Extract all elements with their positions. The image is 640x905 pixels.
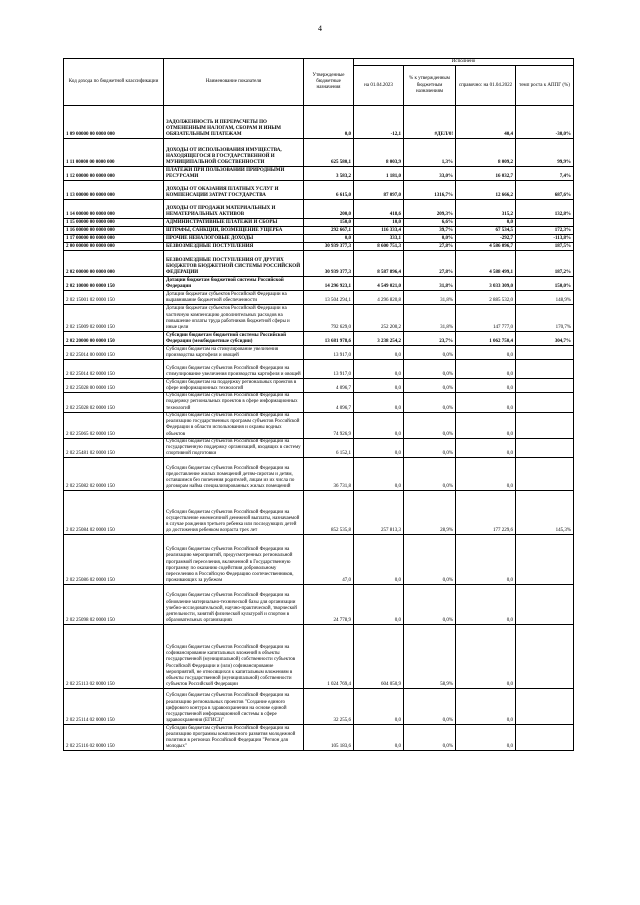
cell-executed: -12,1 xyxy=(354,106,404,139)
cell-executed: 8 600 751,3 xyxy=(354,243,404,251)
cell-name: Субсидии бюджетам субъектов Российской Федерации на реализацию программы комплексного развития молодежной политики в регионах Российской Федерации "Регион для молодых" xyxy=(164,725,304,751)
cell-pct: 1,3% xyxy=(404,139,456,167)
cell-code: 2 02 15009 02 0000 150 xyxy=(64,305,164,332)
table-row xyxy=(64,243,574,251)
cell-code: 2 02 25028 00 0000 150 xyxy=(64,379,164,393)
cell-code: 2 02 20000 00 0000 150 xyxy=(64,332,164,346)
cell-reference: 8 009,2 xyxy=(456,139,516,167)
cell-approved: 6 615,0 xyxy=(304,181,354,200)
cell-name: Субсидии бюджетам субъектов Российской Федерации на государственную поддержку организаций, входящих в систему спортивной подготовки xyxy=(164,438,304,458)
cell-code: 1 12 00000 00 0000 000 xyxy=(64,167,164,181)
cell-executed: 418,6 xyxy=(354,200,404,219)
cell-executed: 1 181,0 xyxy=(354,167,404,181)
cell-executed: 252 200,2 xyxy=(354,305,404,332)
cell-approved: 0,0 xyxy=(304,106,354,139)
cell-reference: 0,0 xyxy=(456,393,516,413)
cell-growth xyxy=(516,360,574,379)
cell-name: Субсидии бюджетам на поддержку региональных проектов в сфере информационных технологий xyxy=(164,379,304,393)
cell-executed: 8 587 896,4 xyxy=(354,251,404,277)
table-row xyxy=(64,235,574,243)
cell-reference: 0,0 xyxy=(456,379,516,393)
cell-name: Субсидии бюджетам субъектов Российской Федерации на реализацию региональных проектов "Создание единого цифрового контура в здравоохранении на основе единой государственной информационной системы в сфере здравоохранения (ЕГИСЗ)" xyxy=(164,689,304,725)
cell-approved: 3 583,2 xyxy=(304,167,354,181)
cell-pct: 58,9% xyxy=(404,625,456,689)
table-row xyxy=(64,360,574,379)
cell-pct: 31,8% xyxy=(404,305,456,332)
cell-growth: 99,9% xyxy=(516,139,574,167)
cell-approved: 74 926,9 xyxy=(304,412,354,438)
cell-growth: 7,4% xyxy=(516,167,574,181)
cell-name: Субсидии бюджетам бюджетной системы Российской Федерации (межбюджетные субсидии) xyxy=(164,332,304,346)
cell-growth: 187,5% xyxy=(516,243,574,251)
header-growth: темп роста к АППГ (%) xyxy=(516,66,574,106)
cell-reference: 67 534,5 xyxy=(456,227,516,235)
cell-code: 2 02 10000 00 0000 150 xyxy=(64,277,164,291)
cell-approved: 105 183,6 xyxy=(304,725,354,751)
cell-name: Субсидии бюджетам на стимулирование увеличения производства картофеля и овощей xyxy=(164,346,304,360)
cell-approved: 150,0 xyxy=(304,219,354,227)
table-row xyxy=(64,393,574,413)
cell-executed: 4 296 820,8 xyxy=(354,291,404,305)
cell-executed: 0,0 xyxy=(354,360,404,379)
cell-name: Субсидии бюджетам субъектов Российской Федерации на предоставление жилых помещений детям-сиротам и детям, оставшимся без попечения родителей, лицам из их числа по договорам найма специализированных жилых помещений xyxy=(164,458,304,491)
cell-name: Субсидии бюджетам субъектов Российской Федерации на осуществление ежемесячной денежной выплаты, назначаемой в случае рождения третьего ребенка или последующих детей до достижения ребенком возраста трех лет xyxy=(164,491,304,535)
cell-name: ДОХОДЫ ОТ ОКАЗАНИЯ ПЛАТНЫХ УСЛУГ И КОМПЕНСАЦИИ ЗАТРАТ ГОСУДАРСТВА xyxy=(164,181,304,200)
cell-approved: 6 152,1 xyxy=(304,438,354,458)
cell-growth xyxy=(516,412,574,438)
cell-name: Дотации бюджетам субъектов Российской Федерации на выравнивание бюджетной обеспеченности xyxy=(164,291,304,305)
cell-name: Субсидии бюджетам субъектов Российской Федерации на обновление материально-технической базы для организации учебно-исследовательской, научно-практической, творческой деятельности, занятий физической культурой и спортом в образовательных организациях xyxy=(164,585,304,625)
cell-executed: 4 549 021,0 xyxy=(354,277,404,291)
cell-growth: 170,7% xyxy=(516,305,574,332)
cell-name: Дотации бюджетам субъектов Российской Федерации на частичную компенсацию дополнительных расходов на повышение оплаты труда работников бюджетной сферы и иные цели xyxy=(164,305,304,332)
cell-executed: 0,0 xyxy=(354,535,404,585)
cell-pct: 0,0% xyxy=(404,535,456,585)
cell-name: ШТРАФЫ, САНКЦИИ, ВОЗМЕЩЕНИЕ УЩЕРБА xyxy=(164,227,304,235)
cell-approved: 292 667,1 xyxy=(304,227,354,235)
table-row xyxy=(64,139,574,167)
cell-approved: 0,0 xyxy=(304,235,354,243)
cell-approved: 13 917,0 xyxy=(304,346,354,360)
cell-code: 2 02 25086 02 0000 150 xyxy=(64,535,164,585)
cell-code: 1 14 00000 00 0000 000 xyxy=(64,200,164,219)
cell-reference: 4 586 096,7 xyxy=(456,243,516,251)
cell-reference: 0,0 xyxy=(456,689,516,725)
cell-executed: 87 097,0 xyxy=(354,181,404,200)
header-executed: Исполнено xyxy=(354,59,574,66)
cell-name: Субсидии бюджетам субъектов Российской Федерации на стимулирование увеличения производства картофеля и овощей xyxy=(164,360,304,379)
cell-approved: 1 024 769,4 xyxy=(304,625,354,689)
cell-pct: 0,0% xyxy=(404,360,456,379)
cell-executed: 0,0 xyxy=(354,438,404,458)
table-body xyxy=(64,106,574,751)
cell-name: Субсидии бюджетам субъектов Российской Федерации на реализацию государственных программ субъектов Российской Федерации в области использования и охраны водных объектов xyxy=(164,412,304,438)
header-pct: % к утвержденным бюджетным назначениям xyxy=(404,66,456,106)
table-row xyxy=(64,305,574,332)
cell-growth xyxy=(516,689,574,725)
cell-reference: 177 229,6 xyxy=(456,491,516,535)
cell-name: Субсидии бюджетам субъектов Российской Федерации на софинансирование капитальных вложений в объекты государственной (муниципальной) собственности субъектов Российской Федерации и (или) софинансирование мероприятий, не относящихся к капитальным вложениям в объекты государственной (муниципальной) собственности субъектов Российской Федерации xyxy=(164,625,304,689)
cell-name: ПРОЧИЕ НЕНАЛОГОВЫЕ ДОХОДЫ xyxy=(164,235,304,243)
cell-approved: 13 504 294,1 xyxy=(304,291,354,305)
cell-code: 2 02 25014 02 0000 150 xyxy=(64,360,164,379)
cell-growth: 148,9% xyxy=(516,291,574,305)
cell-reference: 0,0 xyxy=(456,585,516,625)
page-number: 4 xyxy=(318,24,322,33)
table-row xyxy=(64,219,574,227)
table-row xyxy=(64,277,574,291)
table-row xyxy=(64,227,574,235)
cell-growth xyxy=(516,625,574,689)
cell-reference: 0,0 xyxy=(456,535,516,585)
cell-growth: 150,0% xyxy=(516,277,574,291)
cell-growth xyxy=(516,379,574,393)
cell-code: 1 17 00000 00 0000 000 xyxy=(64,235,164,243)
cell-approved: 200,0 xyxy=(304,200,354,219)
cell-approved: 30 939 377,3 xyxy=(304,251,354,277)
cell-growth: 145,3% xyxy=(516,491,574,535)
cell-growth: 172,3% xyxy=(516,227,574,235)
cell-pct: 0,0% xyxy=(404,346,456,360)
table-row xyxy=(64,412,574,438)
cell-approved: 625 580,1 xyxy=(304,139,354,167)
cell-growth xyxy=(516,535,574,585)
cell-reference: 3 033 309,0 xyxy=(456,277,516,291)
cell-approved: 36 731,8 xyxy=(304,458,354,491)
cell-executed: 0,0 xyxy=(354,379,404,393)
header-code: Код дохода по бюджетной классификации xyxy=(64,59,164,106)
cell-executed: 8 003,9 xyxy=(354,139,404,167)
cell-code: 1 16 00000 00 0000 000 xyxy=(64,227,164,235)
cell-pct: 39,7% xyxy=(404,227,456,235)
header-approved: Утвержденные бюджетные назначения xyxy=(304,59,354,106)
cell-code: 1 15 00000 00 0000 000 xyxy=(64,219,164,227)
cell-executed: 3 238 254,2 xyxy=(354,332,404,346)
cell-growth: 304,7% xyxy=(516,332,574,346)
cell-pct: 33,0% xyxy=(404,167,456,181)
cell-growth xyxy=(516,725,574,751)
cell-approved: 14 296 923,1 xyxy=(304,277,354,291)
cell-reference: 0,0 xyxy=(456,625,516,689)
cell-reference: 0,0 xyxy=(456,412,516,438)
cell-growth: 187,2% xyxy=(516,251,574,277)
table-row xyxy=(64,625,574,689)
cell-name: ЗАДОЛЖЕННОСТЬ И ПЕРЕРАСЧЕТЫ ПО ОТМЕНЕННЫМ НАЛОГАМ, СБОРАМ И ИНЫМ ОБЯЗАТЕЛЬНЫМ ПЛАТЕЖАМ xyxy=(164,106,304,139)
cell-pct: 0,0% xyxy=(404,458,456,491)
cell-reference: 0,0 xyxy=(456,438,516,458)
table-row xyxy=(64,725,574,751)
cell-pct: 31,8% xyxy=(404,291,456,305)
cell-approved: 4 096,7 xyxy=(304,379,354,393)
cell-pct: 0,0% xyxy=(404,689,456,725)
table-row xyxy=(64,535,574,585)
table-row xyxy=(64,200,574,219)
header-on-date: на 01.04.2023 xyxy=(354,66,404,106)
cell-code: 2 02 25082 02 0000 150 xyxy=(64,458,164,491)
cell-code: 2 02 25098 02 0000 150 xyxy=(64,585,164,625)
cell-pct: 1316,7% xyxy=(404,181,456,200)
cell-executed: 0,0 xyxy=(354,585,404,625)
table-row xyxy=(64,181,574,200)
cell-reference: 315,2 xyxy=(456,200,516,219)
table-row xyxy=(64,585,574,625)
table-row xyxy=(64,291,574,305)
cell-reference: 12 666,2 xyxy=(456,181,516,200)
cell-pct: 27,8% xyxy=(404,243,456,251)
cell-reference: 1 062 750,4 xyxy=(456,332,516,346)
cell-executed: 0,0 xyxy=(354,346,404,360)
cell-executed: 257 813,3 xyxy=(354,491,404,535)
cell-reference: 0,0 xyxy=(456,219,516,227)
cell-name: БЕЗВОЗМЕЗДНЫЕ ПОСТУПЛЕНИЯ ОТ ДРУГИХ БЮДЖЕТОВ БЮДЖЕТНОЙ СИСТЕМЫ РОССИЙСКОЙ ФЕДЕРАЦИИ xyxy=(164,251,304,277)
cell-reference: 4 588 499,1 xyxy=(456,251,516,277)
cell-growth xyxy=(516,346,574,360)
cell-approved: 792 629,0 xyxy=(304,305,354,332)
cell-code: 2 02 25084 02 0000 150 xyxy=(64,491,164,535)
cell-name: БЕЗВОЗМЕЗДНЫЕ ПОСТУПЛЕНИЯ xyxy=(164,243,304,251)
cell-code: 2 02 15001 02 0000 150 xyxy=(64,291,164,305)
cell-pct: 0,0% xyxy=(404,725,456,751)
cell-name: ДОХОДЫ ОТ ИСПОЛЬЗОВАНИЯ ИМУЩЕСТВА, НАХОДЯЩЕГОСЯ В ГОСУДАРСТВЕННОЙ И МУНИЦИПАЛЬНОЙ СОБСТВЕННОСТИ xyxy=(164,139,304,167)
cell-approved: 13 681 978,6 xyxy=(304,332,354,346)
cell-pct: 23,7% xyxy=(404,332,456,346)
cell-executed: 0,0 xyxy=(354,412,404,438)
cell-executed: 10,0 xyxy=(354,219,404,227)
cell-growth xyxy=(516,438,574,458)
cell-growth xyxy=(516,458,574,491)
cell-approved: 30 939 377,3 xyxy=(304,243,354,251)
cell-code: 2 02 25481 02 0000 150 xyxy=(64,438,164,458)
table-row xyxy=(64,167,574,181)
table-row xyxy=(64,106,574,139)
cell-approved: 13 917,0 xyxy=(304,360,354,379)
cell-pct: 6,6% xyxy=(404,219,456,227)
cell-code: 1 09 00000 00 0000 000 xyxy=(64,106,164,139)
cell-pct: 28,9% xyxy=(404,491,456,535)
cell-approved: 852 535,8 xyxy=(304,491,354,535)
cell-pct: 0,0% xyxy=(404,393,456,413)
cell-reference: 0,0 xyxy=(456,346,516,360)
cell-code: 2 02 25065 02 0000 150 xyxy=(64,412,164,438)
cell-growth: 687,6% xyxy=(516,181,574,200)
cell-reference: 147 777,0 xyxy=(456,305,516,332)
cell-reference: 0,0 xyxy=(456,360,516,379)
cell-pct: 27,8% xyxy=(404,251,456,277)
cell-name: ДОХОДЫ ОТ ПРОДАЖИ МАТЕРИАЛЬНЫХ И НЕМАТЕРИАЛЬНЫХ АКТИВОВ xyxy=(164,200,304,219)
table-row xyxy=(64,379,574,393)
cell-name: Субсидии бюджетам субъектов Российской Федерации на реализацию мероприятий, предусмотренных региональной программой переселения, включенной в Государственную программу по оказанию содействия добровольному переселению в Российскую Федерацию соотечественников, проживающих за рубежом xyxy=(164,535,304,585)
cell-pct: 31,8% xyxy=(404,277,456,291)
cell-growth: -30,0% xyxy=(516,106,574,139)
cell-name: АДМИНИСТРАТИВНЫЕ ПЛАТЕЖИ И СБОРЫ xyxy=(164,219,304,227)
cell-code: 2 02 00000 00 0000 000 xyxy=(64,251,164,277)
table-row xyxy=(64,251,574,277)
cell-growth: -113,8% xyxy=(516,235,574,243)
cell-growth: 132,8% xyxy=(516,200,574,219)
cell-name: Дотации бюджетам бюджетной системы Российской Федерации xyxy=(164,277,304,291)
cell-pct: #ДЕЛ/0! xyxy=(404,106,456,139)
cell-pct: 0,0% xyxy=(404,585,456,625)
table-row xyxy=(64,346,574,360)
cell-code: 2 02 25028 02 0000 150 xyxy=(64,393,164,413)
cell-growth xyxy=(516,393,574,413)
cell-approved: 32 255,6 xyxy=(304,689,354,725)
header-name: Наименование показателя xyxy=(164,59,304,106)
cell-reference: 16 032,7 xyxy=(456,167,516,181)
cell-pct: 0,0% xyxy=(404,235,456,243)
cell-code: 2 02 25014 00 0000 150 xyxy=(64,346,164,360)
cell-executed: 604 050,9 xyxy=(354,625,404,689)
cell-code: 2 02 25114 02 0000 150 xyxy=(64,689,164,725)
cell-executed: 116 333,4 xyxy=(354,227,404,235)
cell-pct: 0,0% xyxy=(404,438,456,458)
cell-approved: 47,0 xyxy=(304,535,354,585)
cell-code: 2 02 25116 02 0000 150 xyxy=(64,725,164,751)
table-row xyxy=(64,332,574,346)
budget-execution-table xyxy=(63,58,574,751)
table-row xyxy=(64,491,574,535)
table-row xyxy=(64,438,574,458)
cell-executed: 0,0 xyxy=(354,689,404,725)
cell-reference: 0,0 xyxy=(456,725,516,751)
header-reference: справочно: на 01.04.2022 xyxy=(456,66,516,106)
cell-executed: 0,0 xyxy=(354,725,404,751)
cell-approved: 24 778,9 xyxy=(304,585,354,625)
cell-pct: 209,3% xyxy=(404,200,456,219)
cell-code: 1 11 00000 00 0000 000 xyxy=(64,139,164,167)
cell-reference: 2 885 532,0 xyxy=(456,291,516,305)
cell-executed: 0,0 xyxy=(354,393,404,413)
cell-pct: 0,0% xyxy=(404,379,456,393)
cell-name: ПЛАТЕЖИ ПРИ ПОЛЬЗОВАНИИ ПРИРОДНЫМИ РЕСУРСАМИ xyxy=(164,167,304,181)
cell-code: 1 13 00000 00 0000 000 xyxy=(64,181,164,200)
cell-growth xyxy=(516,585,574,625)
cell-name: Субсидии бюджетам субъектов Российской Федерации на поддержку региональных проектов в сфере информационных технологий xyxy=(164,393,304,413)
cell-reference: 0,0 xyxy=(456,458,516,491)
cell-approved: 4 096,7 xyxy=(304,393,354,413)
cell-code: 2 02 25113 02 0000 150 xyxy=(64,625,164,689)
cell-pct: 0,0% xyxy=(404,412,456,438)
cell-executed: 0,0 xyxy=(354,458,404,491)
table-row xyxy=(64,689,574,725)
cell-executed: 333,1 xyxy=(354,235,404,243)
cell-growth xyxy=(516,219,574,227)
cell-reference: 40,4 xyxy=(456,106,516,139)
table-row xyxy=(64,458,574,491)
cell-code: 2 00 00000 00 0000 000 xyxy=(64,243,164,251)
cell-reference: -292,7 xyxy=(456,235,516,243)
